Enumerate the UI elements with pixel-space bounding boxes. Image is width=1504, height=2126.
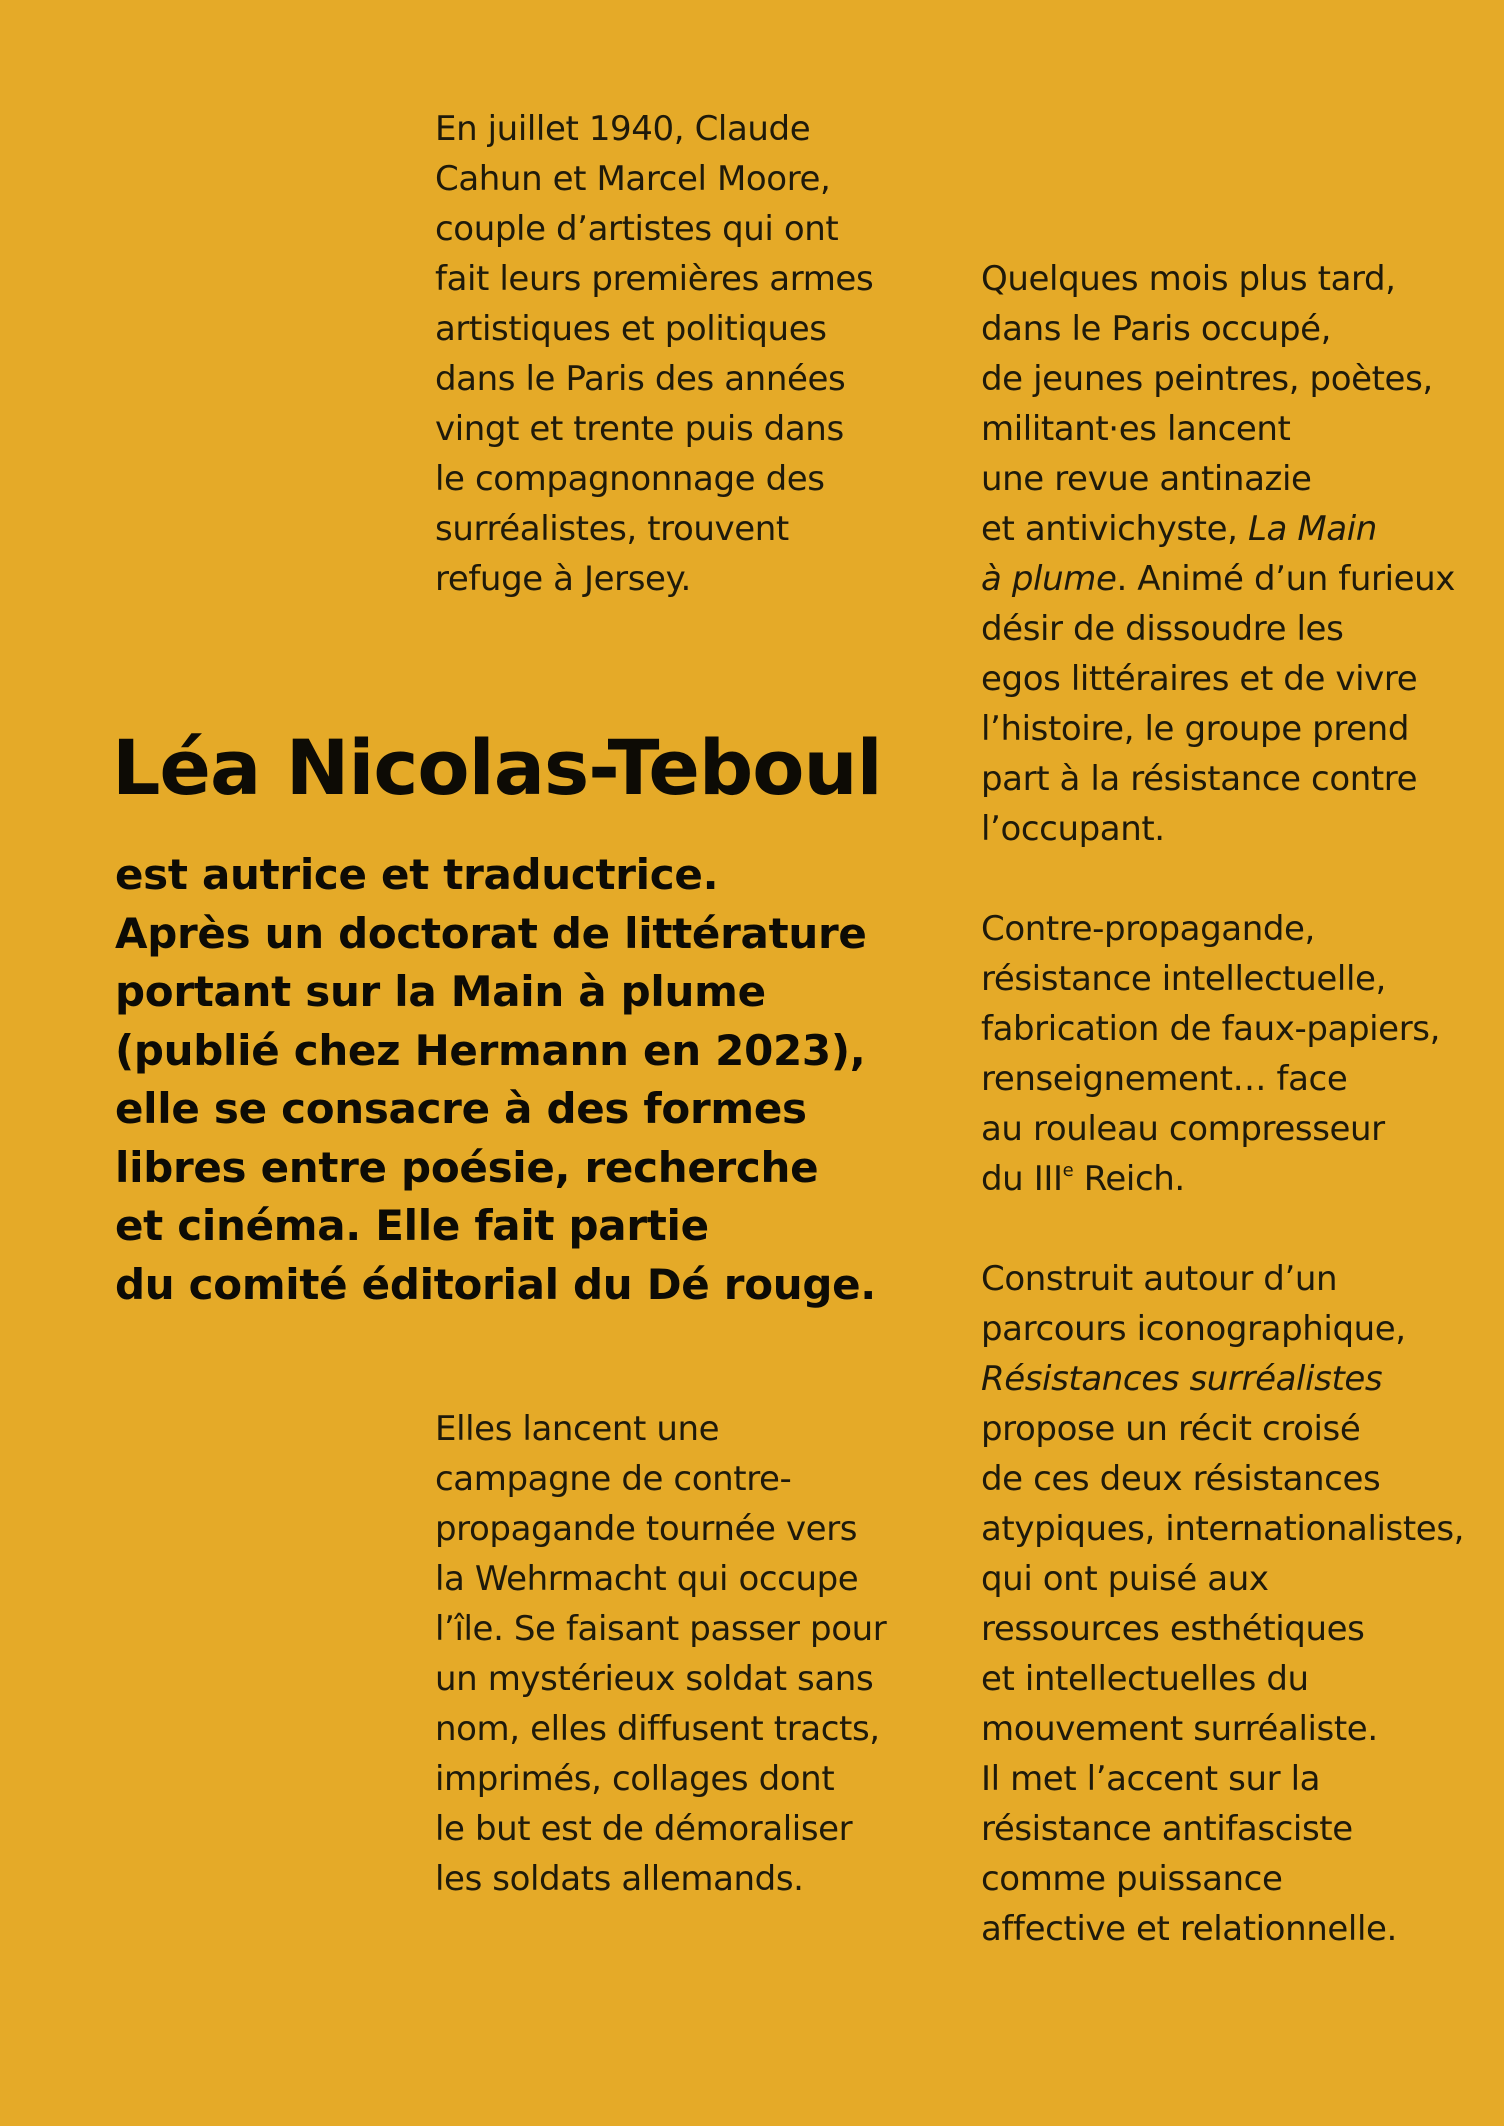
text-line: le but est de démoraliser (435, 1809, 853, 1849)
text-line: l’occupant. (981, 809, 1165, 849)
text-line: les soldats allemands. (435, 1859, 804, 1899)
exhibition-paragraph (981, 1254, 1491, 1954)
text-line: campagne de contre- (435, 1459, 792, 1499)
resistance-paragraph (981, 904, 1491, 1204)
text-line: fait leurs premières armes (435, 259, 874, 299)
la-main-a-plume-paragraph (981, 254, 1491, 854)
text-line: imprimés, collages dont (435, 1759, 835, 1799)
bio-line: (publié chez Hermann en 2023), (115, 1025, 866, 1075)
text-line: de ces deux résistances (981, 1459, 1381, 1499)
text-line: le compagnonnage des (435, 459, 825, 499)
text-line: Contre-propagande, (981, 909, 1315, 949)
bio-line: Après un doctorat de littérature (115, 908, 867, 958)
text-line: En juillet 1940, Claude (435, 109, 811, 149)
text-line: affective et relationnelle. (981, 1909, 1397, 1949)
text-fragment: du III (981, 1159, 1063, 1199)
text-line: et intellectuelles du (981, 1659, 1309, 1699)
text-line: propagande tournée vers (435, 1509, 858, 1549)
text-line: propose un récit croisé (981, 1409, 1361, 1449)
journal-title-part2: à plume (981, 559, 1117, 599)
text-fragment: Reich. (1073, 1159, 1185, 1199)
text-line: Cahun et Marcel Moore, (435, 159, 831, 199)
text-line: au rouleau compresseur (981, 1109, 1385, 1149)
text-line: Quelques mois plus tard, (981, 259, 1396, 299)
text-line: Il met l’accent sur la (981, 1759, 1321, 1799)
text-line: une revue antinazie (981, 459, 1312, 499)
text-line: nom, elles diffusent tracts, (435, 1709, 880, 1749)
text-line: Elles lancent une (435, 1409, 720, 1449)
text-line: egos littéraires et de vivre (981, 659, 1418, 699)
text-line: surréalistes, trouvent (435, 509, 789, 549)
text-line: désir de dissoudre les (981, 609, 1344, 649)
exhibition-title: Résistances surréalistes (981, 1359, 1383, 1399)
text-fragment: et antivichyste, (981, 509, 1248, 549)
bio-line: du comité éditorial du Dé rouge. (115, 1259, 876, 1309)
bio-line: portant sur la Main à plume (115, 967, 766, 1016)
author-bio (115, 846, 955, 1314)
intro-paragraph (435, 104, 935, 604)
text-line: de jeunes peintres, poètes, (981, 359, 1433, 399)
text-line (981, 504, 1491, 554)
text-line: dans le Paris des années (435, 359, 846, 399)
text-line: parcours iconographique, (981, 1309, 1406, 1349)
text-fragment: . Animé d’un furieux (1116, 559, 1456, 599)
text-line (981, 1354, 1491, 1404)
text-line: l’île. Se faisant passer pour (435, 1609, 887, 1649)
text-line: refuge à Jersey. (435, 559, 691, 599)
text-line: qui ont puisé aux (981, 1559, 1269, 1599)
text-line: couple d’artistes qui ont (435, 209, 839, 249)
text-line: atypiques, internationalistes, (981, 1509, 1465, 1549)
text-line: vingt et trente puis dans (435, 409, 844, 449)
text-line: résistance intellectuelle, (981, 959, 1386, 999)
text-line (981, 554, 1491, 604)
text-line: la Wehrmacht qui occupe (435, 1559, 859, 1599)
right-column (981, 254, 1491, 1954)
bio-line: elle se consacre à des formes (115, 1084, 807, 1133)
text-line: comme puissance (981, 1859, 1283, 1899)
bio-line: et cinéma. Elle fait partie (115, 1201, 709, 1250)
text-line (981, 1154, 1491, 1204)
text-line: artistiques et politiques (435, 309, 827, 349)
text-line: part à la résistance contre (981, 759, 1418, 799)
campaign-paragraph (435, 1404, 935, 1904)
text-line: mouvement surréaliste. (981, 1709, 1378, 1749)
text-line: ressources esthétiques (981, 1609, 1365, 1649)
text-line: fabrication de faux-papiers, (981, 1009, 1440, 1049)
text-line: résistance antifasciste (981, 1809, 1353, 1849)
journal-title-part1: La Main (1247, 509, 1377, 549)
text-line: un mystérieux soldat sans (435, 1659, 874, 1699)
text-line: renseignement… face (981, 1059, 1348, 1099)
bio-line: est autrice et traductrice. (115, 850, 719, 899)
text-line: militant·es lancent (981, 409, 1291, 449)
text-line: l’histoire, le groupe prend (981, 709, 1410, 749)
bio-line: libres entre poésie, recherche (115, 1142, 819, 1192)
text-line: dans le Paris occupé, (981, 309, 1332, 349)
ordinal-superscript: e (1062, 1160, 1074, 1181)
author-name-heading: Léa Nicolas-Teboul (112, 723, 882, 812)
text-line: Construit autour d’un (981, 1259, 1338, 1299)
